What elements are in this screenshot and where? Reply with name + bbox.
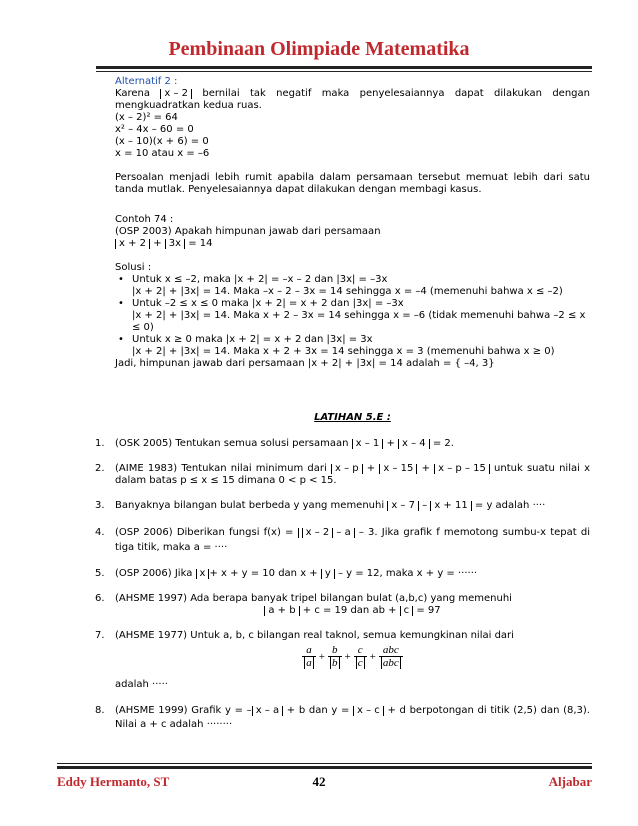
- item-number: 6.: [95, 593, 105, 604]
- item-number: 3.: [95, 500, 105, 511]
- denominator: [379, 656, 403, 669]
- footer-rule-thin: [57, 763, 592, 764]
- text-span: (AIME 1983) Tentukan nilai minimum dari: [115, 463, 331, 474]
- abs-expression: x – 7: [387, 501, 419, 511]
- text-span: + x + y = 10 dan x +: [209, 568, 321, 579]
- denominator: [328, 656, 342, 669]
- case-detail: |x + 2| + |3x| = 14. Maka x + 2 – 3x = 14 sehingga x = –6 (tidak memenuhi bahwa –2 ≤ x ≤ 0): [132, 310, 586, 333]
- numerator: b: [332, 644, 338, 656]
- denominator-text: c: [357, 657, 363, 669]
- text-span: (AHSME 1997) Ada berapa banyak tripel bilangan bulat (a,b,c) yang memenuhi: [115, 593, 512, 604]
- alternatif-label: Alternatif 2 :: [115, 76, 178, 87]
- item-number: 5.: [95, 568, 105, 579]
- denominator-text: abc: [382, 657, 399, 669]
- text-span: adalah ·····: [115, 679, 168, 690]
- fraction: [302, 644, 316, 669]
- abs-expression: x – c: [353, 706, 384, 716]
- text-span: bernilai tak negatif maka penyelesaiannya dapat dilakukan dengan mengkuadratkan kedua ruas.: [115, 88, 590, 111]
- equation-line: x = 10 atau x = –6: [115, 148, 210, 159]
- plus-sign: +: [369, 650, 376, 663]
- abs-expression: y: [321, 569, 335, 579]
- case-detail: |x + 2| + |3x| = 14. Maka –x – 2 – 3x = 14 sehingga x = –4 (memenuhi bahwa x ≤ –2): [132, 286, 563, 297]
- abs-expression: x – 1: [352, 439, 384, 449]
- abs-expression: x – 4: [398, 439, 430, 449]
- text-span: – y = 12, maka x + y = ······: [334, 568, 478, 579]
- fraction-expression: [115, 644, 590, 669]
- text-span: +: [150, 238, 165, 249]
- abs-expression: x – a: [252, 706, 283, 716]
- abs-expression: x – p – 15: [434, 464, 490, 474]
- note-paragraph: Persoalan menjadi lebih rumit apabila dalam persamaan tersebut memuat lebih dari satu tanda mutlak. Penyelesaiannya dapat dilakukan dengan membagi kasus.: [115, 172, 590, 195]
- abs-expression: x + 11: [430, 501, 471, 511]
- text-span: untuk suatu nilai x dalam batas p ≤ x ≤ 15 dimana 0 < p < 15.: [115, 463, 590, 486]
- text-span: Karena: [115, 88, 161, 99]
- exercise-item-8: [95, 704, 590, 732]
- abs-expression: x: [196, 569, 210, 579]
- item-number: 4.: [95, 527, 105, 538]
- denominator-text: a: [306, 657, 312, 669]
- header-rule-thin: [96, 71, 592, 72]
- text-span: –: [418, 500, 431, 511]
- abs-expression: c: [400, 606, 414, 616]
- conclusion: Jadi, himpunan jawab dari persamaan |x + 2| + |3x| = 14 adalah = { –4, 3}: [115, 358, 495, 369]
- text-span: +: [417, 463, 435, 474]
- exercise-item-5: [95, 568, 590, 580]
- abs-expression: x – 2: [302, 528, 334, 538]
- text-span: = 2.: [429, 438, 454, 449]
- abs-expression: x – p: [331, 464, 363, 474]
- case-detail: |x + 2| + |3x| = 14. Maka x + 2 + 3x = 14 sehingga x = 3 (memenuhi bahwa x ≥ 0): [132, 346, 555, 357]
- footer-page-number: 42: [312, 774, 326, 789]
- case-item: • Untuk –2 ≤ x ≤ 0 maka |x + 2| = x + 2 dan |3x| = –3x: [115, 298, 590, 310]
- text-span: – 3. Jika grafik f memotong sumbu-x tepat di tiga titik, maka a = ····: [115, 527, 590, 553]
- numerator: abc: [382, 644, 399, 656]
- exercise-item-7: [95, 630, 590, 691]
- item-number: 8.: [95, 705, 105, 716]
- abs-expression: a + b: [264, 606, 299, 616]
- plus-sign: +: [344, 650, 351, 663]
- text-span: = y adalah ····: [471, 500, 546, 511]
- abs-expression: 3x: [165, 239, 185, 249]
- exercise-item-2: [95, 463, 590, 487]
- footer-rule-thick: [57, 766, 592, 769]
- case-item: • Untuk x ≤ –2, maka |x + 2| = –x – 2 dan |3x| = –3x: [115, 274, 590, 286]
- equation-line: (x – 2)² = 64: [115, 112, 178, 123]
- footer-author: Eddy Hermanto, ST: [57, 774, 170, 789]
- example-equation: [115, 238, 590, 250]
- example-label: Contoh 74 :: [115, 214, 174, 225]
- plus-sign: +: [318, 650, 325, 663]
- denominator-text: b: [332, 657, 338, 669]
- header-rule-thick: [96, 66, 592, 69]
- text-span: +: [383, 438, 399, 449]
- text-span: + d berpotongan di titik (2,5) dan (8,3). Nilai a + c adalah ········: [115, 705, 590, 730]
- page-header-title: Pembinaan Olimpiade Matematika: [168, 38, 470, 60]
- text-span: +: [362, 463, 380, 474]
- text-span: (OSK 2005) Tentukan semua solusi persamaan: [115, 438, 352, 449]
- text-span: (OSP 2006) Diberikan fungsi f(x) =: [115, 527, 298, 538]
- text-span: = 14: [185, 238, 213, 249]
- example-question: (OSP 2003) Apakah himpunan jawab dari persamaan: [115, 226, 381, 237]
- denominator: [354, 656, 367, 669]
- page-content: [95, 76, 590, 732]
- equation-line: (x – 10)(x + 6) = 0: [115, 136, 209, 147]
- numerator: a: [306, 644, 312, 656]
- text-span: – a: [333, 527, 351, 538]
- text-span: + c = 19 dan ab +: [299, 605, 400, 616]
- item-number: 7.: [95, 630, 105, 641]
- exercise-item-3: [95, 500, 590, 512]
- exercise-item-6: [95, 593, 590, 617]
- text-span: + b dan y =: [283, 705, 354, 716]
- item-number: 1.: [95, 438, 105, 449]
- equation-line: x² – 4x – 60 = 0: [115, 124, 194, 135]
- abs-outer: [298, 528, 355, 538]
- numerator: c: [357, 644, 363, 656]
- abs-expression: x – 15: [379, 464, 417, 474]
- text-span: (AHSME 1977) Untuk a, b, c bilangan real taknol, semua kemungkinan nilai dari: [115, 630, 514, 641]
- exercise-item-4: [95, 525, 590, 555]
- abs-expression: x + 2: [115, 239, 150, 249]
- abs-expression: x – 2: [160, 89, 192, 99]
- text-span: Banyaknya bilangan bulat berbeda y yang memenuhi: [115, 500, 388, 511]
- exercise-heading: LATIHAN 5.E :: [314, 412, 391, 423]
- text-span: (AHSME 1999) Grafik y = –: [115, 705, 252, 716]
- item-number: 2.: [95, 463, 105, 474]
- text-span: = 97: [413, 605, 441, 616]
- denominator: [302, 656, 316, 669]
- system-equation: [115, 605, 590, 617]
- alternatif-paragraph: [115, 88, 590, 112]
- footer-chapter: Aljabar: [548, 774, 592, 789]
- exercise-item-1: [95, 438, 590, 450]
- case-item: • Untuk x ≥ 0 maka |x + 2| = x + 2 dan |3x| = 3x: [115, 334, 590, 346]
- text-span: (OSP 2006) Jika: [115, 568, 196, 579]
- fraction: [328, 644, 342, 669]
- fraction: [354, 644, 367, 669]
- solution-label: Solusi :: [115, 262, 152, 273]
- fraction: [379, 644, 403, 669]
